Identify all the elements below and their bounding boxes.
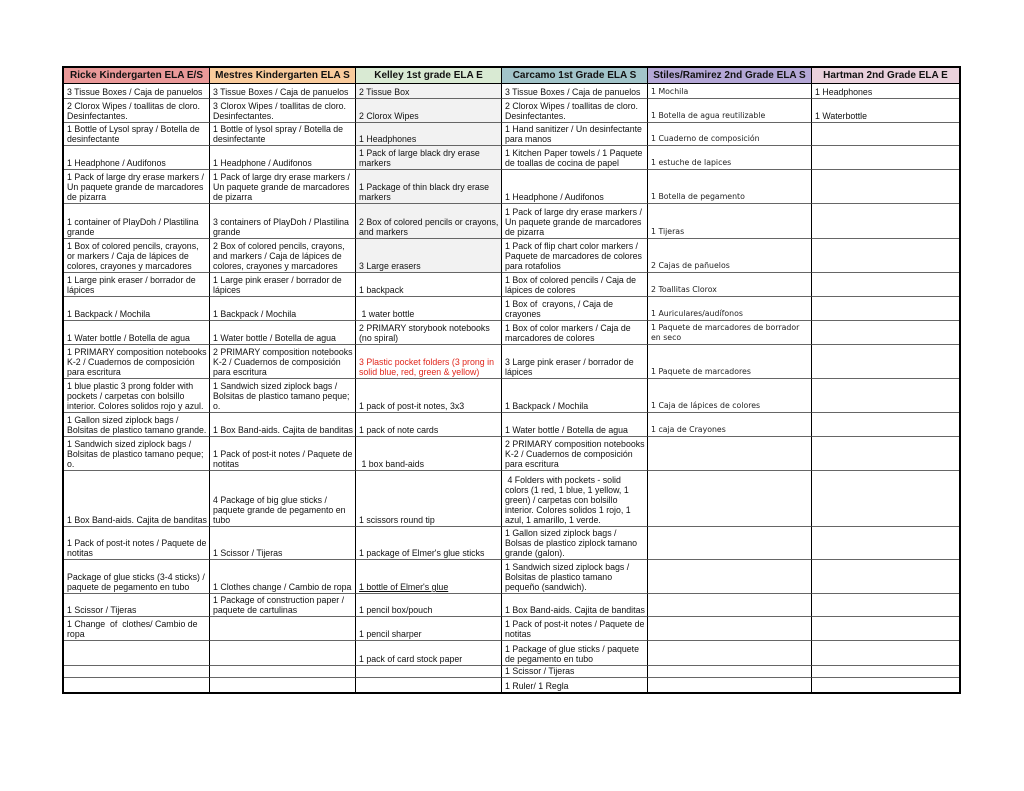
ricke-item: 1 blue plastic 3 prong folder with pockets / carpetas con bolsillo interior. Colores solidos rojo y azul.	[64, 379, 210, 413]
mestres-item: 1 Headphone / Audifonos	[210, 146, 356, 170]
kelley-item: 2 Box of colored pencils or crayons, and markers	[356, 204, 502, 239]
carcamo-item: 1 Water bottle / Botella de agua	[502, 413, 648, 437]
hartman-item	[812, 641, 959, 666]
mestres-item: 1 Backpack / Mochila	[210, 297, 356, 321]
table-row	[64, 594, 959, 617]
table-row	[64, 345, 959, 379]
carcamo-item: 1 Hand sanitizer / Un desinfectante para manos	[502, 123, 648, 146]
stiles-ramirez-item: 2 Cajas de pañuelos	[648, 239, 812, 273]
kelley-item: 1 pack of card stock paper	[356, 641, 502, 666]
stiles-ramirez-item: 1 Paquete de marcadores de borrador en seco	[648, 321, 812, 345]
mestres-item: 1 Pack of post-it notes / Paquete de notitas	[210, 437, 356, 471]
hartman-item	[812, 617, 959, 641]
kelley-item: 1 Package of thin black dry erase markers	[356, 170, 502, 204]
kelley-item: 1 pencil sharper	[356, 617, 502, 641]
table-row	[64, 471, 959, 527]
carcamo-item: 1 Kitchen Paper towels / 1 Paquete de toallas de cocina de papel	[502, 146, 648, 170]
stiles-ramirez-item: 1 Botella de pegamento	[648, 170, 812, 204]
column-header-mestres: Mestres Kindergarten ELA S	[210, 68, 356, 84]
mestres-item	[210, 617, 356, 641]
table-row	[64, 239, 959, 273]
ricke-item: 1 PRIMARY composition notebooks K-2 / Cuadernos de composición para escritura	[64, 345, 210, 379]
column-header-ricke: Ricke Kindergarten ELA E/S	[64, 68, 210, 84]
table-row	[64, 379, 959, 413]
hartman-item	[812, 321, 959, 345]
carcamo-item: 1 Box of color markers / Caja de marcadores de colores	[502, 321, 648, 345]
stiles-ramirez-item	[648, 471, 812, 527]
stiles-ramirez-item	[648, 594, 812, 617]
hartman-item	[812, 123, 959, 146]
table-row	[64, 273, 959, 297]
carcamo-item: 1 Scissor / Tijeras	[502, 666, 648, 678]
ricke-item	[64, 666, 210, 678]
column-header-kelley: Kelley 1st grade ELA E	[356, 68, 502, 84]
ricke-item: 1 Gallon sized ziplock bags / Bolsitas de plastico tamano grande.	[64, 413, 210, 437]
kelley-item: 2 PRIMARY storybook notebooks (no spiral)	[356, 321, 502, 345]
stiles-ramirez-item	[648, 437, 812, 471]
stiles-ramirez-item: 1 caja de Crayones	[648, 413, 812, 437]
table-row	[64, 678, 959, 692]
stiles-ramirez-item: 1 Botella de agua reutilizable	[648, 99, 812, 123]
carcamo-item: 3 Large pink eraser / borrador de lápices	[502, 345, 648, 379]
kelley-item: 3 Plastic pocket folders (3 prong in solid blue, red, green & yellow)	[356, 345, 502, 379]
table-row	[64, 297, 959, 321]
carcamo-item: 3 Tissue Boxes / Caja de panuelos	[502, 84, 648, 99]
mestres-item: 1 Large pink eraser / borrador de lápices	[210, 273, 356, 297]
carcamo-item: 1 Backpack / Mochila	[502, 379, 648, 413]
carcamo-item: 1 Sandwich sized ziplock bags / Bolsitas de plastico tamano pequeño (sandwich).	[502, 560, 648, 594]
hartman-item	[812, 678, 959, 692]
ricke-item: 1 Bottle of Lysol spray / Botella de desinfectante	[64, 123, 210, 146]
stiles-ramirez-item: 1 estuche de lapices	[648, 146, 812, 170]
mestres-item: 1 Bottle of lysol spray / Botella de desinfectante	[210, 123, 356, 146]
ricke-item: 1 Scissor / Tijeras	[64, 594, 210, 617]
table-row	[64, 123, 959, 146]
stiles-ramirez-item: 2 Toallitas Clorox	[648, 273, 812, 297]
stiles-ramirez-item: 1 Cuaderno de composición	[648, 123, 812, 146]
mestres-item: 3 containers of PlayDoh / Plastilina grande	[210, 204, 356, 239]
kelley-item: 1 backpack	[356, 273, 502, 297]
hartman-item: 1 Waterbottle	[812, 99, 959, 123]
hartman-item	[812, 297, 959, 321]
kelley-item: 1 water bottle	[356, 297, 502, 321]
ricke-item: 1 Box of colored pencils, crayons, or markers / Caja de lápices de colores, crayones y marcadores	[64, 239, 210, 273]
stiles-ramirez-item: 1 Paquete de marcadores	[648, 345, 812, 379]
header-row	[64, 68, 959, 84]
stiles-ramirez-item: 1 Tijeras	[648, 204, 812, 239]
table-row	[64, 641, 959, 666]
table-row	[64, 437, 959, 471]
mestres-item: 2 PRIMARY composition notebooks K-2 / Cuadernos de composición para escritura	[210, 345, 356, 379]
carcamo-item: 1 Box of colored pencils / Caja de lápices de colores	[502, 273, 648, 297]
supply-list-table	[62, 66, 961, 694]
stiles-ramirez-item	[648, 617, 812, 641]
column-header-stiles-ramirez: Stiles/Ramirez 2nd Grade ELA S	[648, 68, 812, 84]
kelley-item: 1 bottle of Elmer's glue	[356, 560, 502, 594]
ricke-item: 1 Pack of post-it notes / Paquete de notitas	[64, 527, 210, 560]
hartman-item	[812, 413, 959, 437]
mestres-item: 4 Package of big glue sticks / paquete grande de pegamento en tubo	[210, 471, 356, 527]
table-row	[64, 666, 959, 678]
ricke-item	[64, 678, 210, 692]
stiles-ramirez-item	[648, 641, 812, 666]
table-row	[64, 170, 959, 204]
kelley-item: 1 Headphones	[356, 123, 502, 146]
stiles-ramirez-item	[648, 527, 812, 560]
hartman-item	[812, 204, 959, 239]
carcamo-item: 1 Pack of flip chart color markers / Paquete de marcadores de colores para rotafolios	[502, 239, 648, 273]
carcamo-item: 1 Pack of post-it notes / Paquete de notitas	[502, 617, 648, 641]
hartman-item: 1 Headphones	[812, 84, 959, 99]
mestres-item	[210, 678, 356, 692]
kelley-item: 1 pack of note cards	[356, 413, 502, 437]
table-row	[64, 204, 959, 239]
carcamo-item: 1 Ruler/ 1 Regla	[502, 678, 648, 692]
ricke-item: 1 Sandwich sized ziplock bags / Bolsitas de plastico tamano peque; o.	[64, 437, 210, 471]
kelley-item: 1 box band-aids	[356, 437, 502, 471]
carcamo-item: 4 Folders with pockets - solid colors (1 red, 1 blue, 1 yellow, 1 green) / carpetas con bolsillo interior. Colores solidos 1 rojo, 1 azul, 1 amarillo, 1 verde.	[502, 471, 648, 527]
carcamo-item: 2 PRIMARY composition notebooks K-2 / Cuadernos de composición para escritura	[502, 437, 648, 471]
hartman-item	[812, 379, 959, 413]
column-header-carcamo: Carcamo 1st Grade ELA S	[502, 68, 648, 84]
carcamo-item: 1 Box Band-aids. Cajita de banditas	[502, 594, 648, 617]
table-row	[64, 99, 959, 123]
carcamo-item: 1 Package of glue sticks / paquete de pegamento en tubo	[502, 641, 648, 666]
hartman-item	[812, 239, 959, 273]
hartman-item	[812, 527, 959, 560]
hartman-item	[812, 170, 959, 204]
ricke-item: 1 Pack of large dry erase markers / Un paquete grande de marcadores de pizarra	[64, 170, 210, 204]
ricke-item: 1 Water bottle / Botella de agua	[64, 321, 210, 345]
ricke-item: 1 Large pink eraser / borrador de lápices	[64, 273, 210, 297]
mestres-item: 1 Clothes change / Cambio de ropa	[210, 560, 356, 594]
mestres-item: 1 Scissor / Tijeras	[210, 527, 356, 560]
carcamo-item: 1 Gallon sized ziplock bags / Bolsas de plastico ziplock tamano grande (galon).	[502, 527, 648, 560]
carcamo-item: 1 Headphone / Audifonos	[502, 170, 648, 204]
stiles-ramirez-item	[648, 666, 812, 678]
ricke-item: 1 Backpack / Mochila	[64, 297, 210, 321]
stiles-ramirez-item	[648, 560, 812, 594]
stiles-ramirez-item: 1 Mochila	[648, 84, 812, 99]
mestres-item	[210, 641, 356, 666]
mestres-item: 1 Package of construction paper / paquete de cartulinas	[210, 594, 356, 617]
carcamo-item: 2 Clorox Wipes / toallitas de cloro. Desinfectantes.	[502, 99, 648, 123]
hartman-item	[812, 345, 959, 379]
stiles-ramirez-item: 1 Auriculares/audífonos	[648, 297, 812, 321]
hartman-item	[812, 471, 959, 527]
hartman-item	[812, 560, 959, 594]
ricke-item: 2 Clorox Wipes / toallitas de cloro. Desinfectantes.	[64, 99, 210, 123]
stiles-ramirez-item	[648, 678, 812, 692]
kelley-item: 2 Tissue Box	[356, 84, 502, 99]
mestres-item: 3 Tissue Boxes / Caja de panuelos	[210, 84, 356, 99]
mestres-item: 1 Box Band-aids. Cajita de banditas	[210, 413, 356, 437]
hartman-item	[812, 666, 959, 678]
table-row	[64, 560, 959, 594]
kelley-item: 1 scissors round tip	[356, 471, 502, 527]
mestres-item: 2 Box of colored pencils, crayons, and markers / Caja de lápices de colores, crayones y marcadores	[210, 239, 356, 273]
ricke-item	[64, 641, 210, 666]
ricke-item: 1 Box Band-aids. Cajita de banditas	[64, 471, 210, 527]
kelley-item	[356, 666, 502, 678]
table-row	[64, 321, 959, 345]
hartman-item	[812, 146, 959, 170]
hartman-item	[812, 437, 959, 471]
carcamo-item: 1 Box of crayons, / Caja de crayones	[502, 297, 648, 321]
mestres-item: 1 Pack of large dry erase markers / Un paquete grande de marcadores de pizarra	[210, 170, 356, 204]
table-row	[64, 413, 959, 437]
stiles-ramirez-item: 1 Caja de lápices de colores	[648, 379, 812, 413]
ricke-item: 1 Headphone / Audifonos	[64, 146, 210, 170]
carcamo-item: 1 Pack of large dry erase markers / Un paquete grande de marcadores de pizarra	[502, 204, 648, 239]
hartman-item	[812, 594, 959, 617]
ricke-item: 1 Change of clothes/ Cambio de ropa	[64, 617, 210, 641]
kelley-item: 1 pack of post-it notes, 3x3	[356, 379, 502, 413]
table-row	[64, 617, 959, 641]
mestres-item: 1 Water bottle / Botella de agua	[210, 321, 356, 345]
ricke-item: Package of glue sticks (3-4 sticks) / paquete de pegamento en tubo	[64, 560, 210, 594]
kelley-item: 1 Pack of large black dry erase markers	[356, 146, 502, 170]
table-row	[64, 527, 959, 560]
column-header-hartman: Hartman 2nd Grade ELA E	[812, 68, 959, 84]
ricke-item: 1 container of PlayDoh / Plastilina grande	[64, 204, 210, 239]
kelley-item: 2 Clorox Wipes	[356, 99, 502, 123]
mestres-item: 1 Sandwich sized ziplock bags / Bolsitas de plastico tamano peque; o.	[210, 379, 356, 413]
kelley-item	[356, 678, 502, 692]
kelley-item: 1 package of Elmer's glue sticks	[356, 527, 502, 560]
table-row	[64, 84, 959, 99]
kelley-item: 1 pencil box/pouch	[356, 594, 502, 617]
table-row	[64, 146, 959, 170]
kelley-item: 3 Large erasers	[356, 239, 502, 273]
mestres-item: 3 Clorox Wipes / toallitas de cloro. Desinfectantes.	[210, 99, 356, 123]
ricke-item: 3 Tissue Boxes / Caja de panuelos	[64, 84, 210, 99]
mestres-item	[210, 666, 356, 678]
hartman-item	[812, 273, 959, 297]
